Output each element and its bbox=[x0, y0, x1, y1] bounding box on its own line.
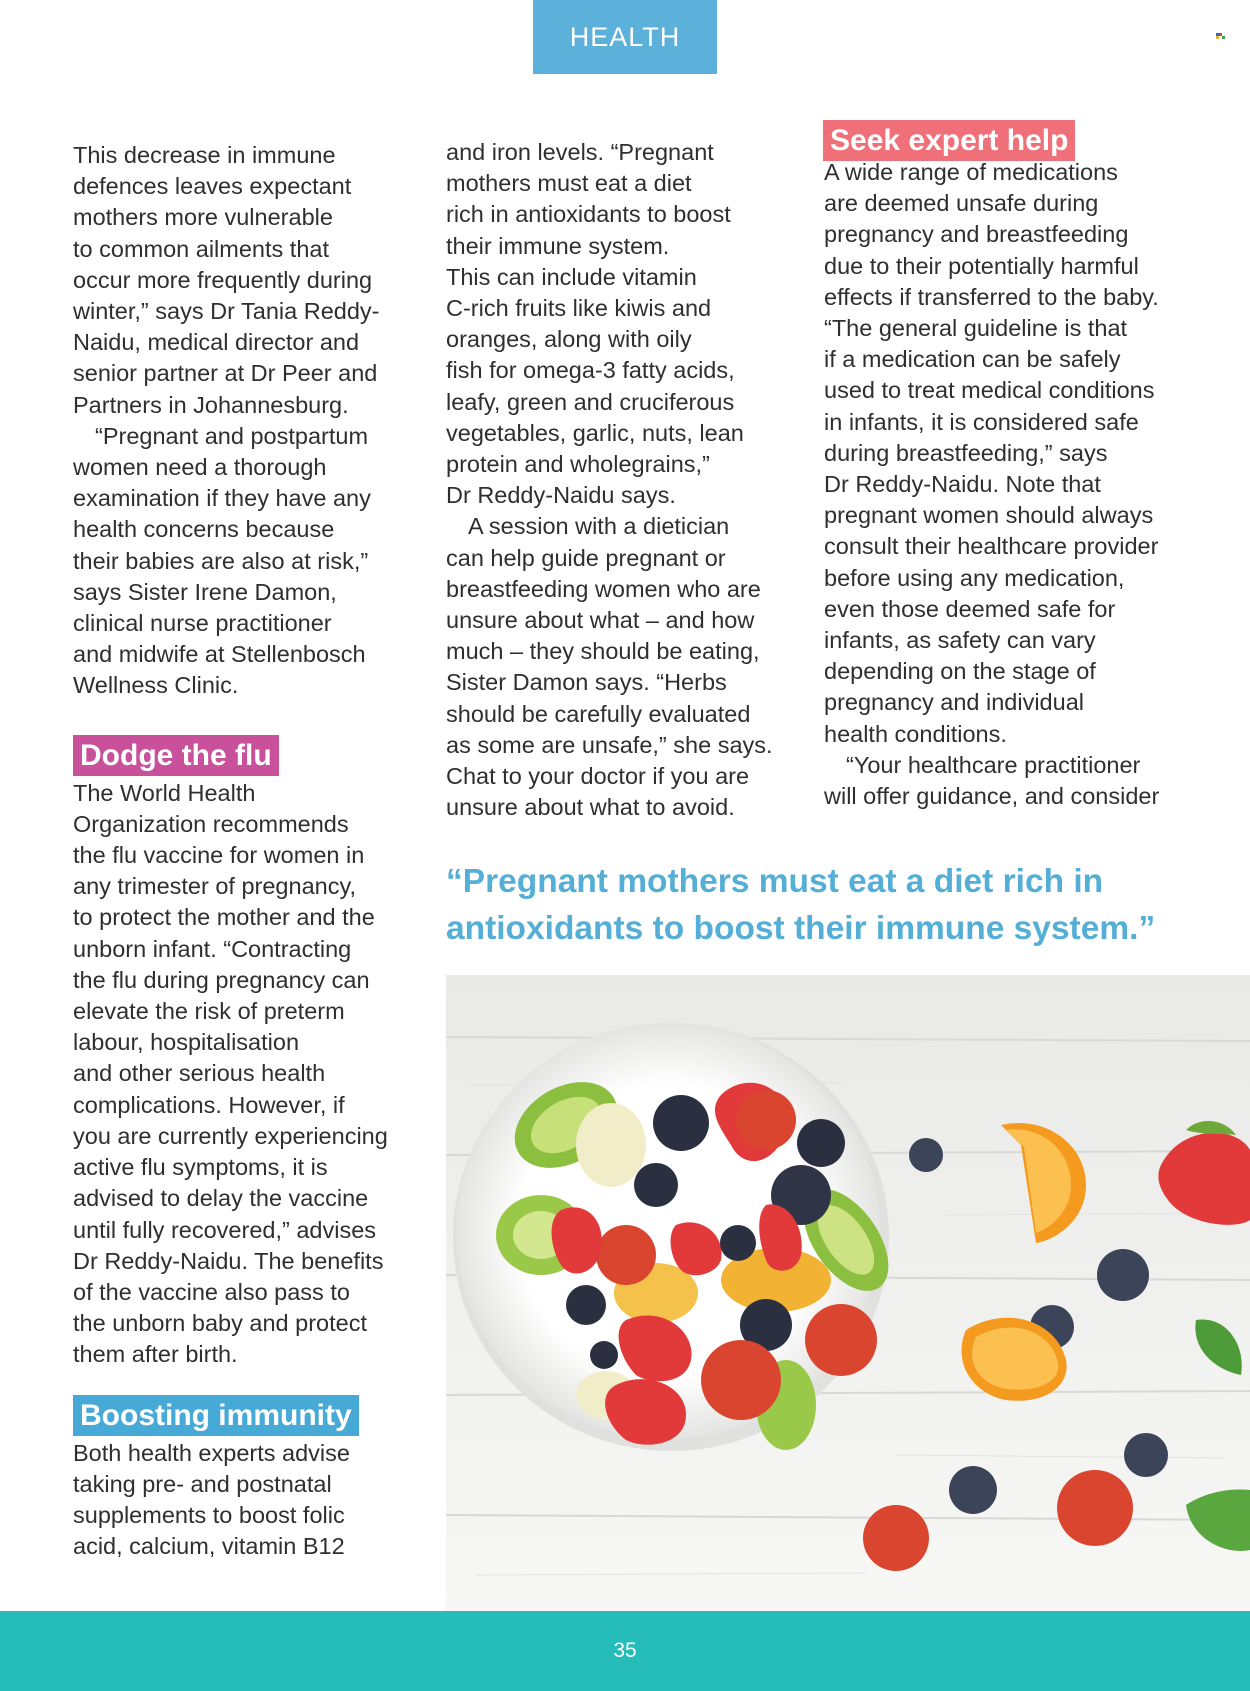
text-line: much – they should be eating, bbox=[446, 638, 760, 665]
text-line: Sister Damon says. “Herbs bbox=[446, 669, 727, 696]
text-line: breastfeeding women who are bbox=[446, 575, 761, 602]
text-line: and iron levels. “Pregnant bbox=[446, 139, 714, 165]
text-line: A wide range of medications bbox=[824, 159, 1118, 185]
flu-paragraph bbox=[73, 778, 403, 1371]
text-line: “The general guideline is that bbox=[824, 315, 1128, 342]
column-1 bbox=[73, 140, 403, 1562]
text-line: “Your healthcare practitioner bbox=[846, 751, 1141, 778]
dietician-paragraph bbox=[446, 511, 786, 823]
text-line: until fully recovered,” advises bbox=[73, 1216, 377, 1243]
text-line: the unborn baby and protect bbox=[73, 1310, 367, 1337]
text-line: examination if they have any bbox=[73, 485, 371, 512]
text-line: are deemed unsafe during bbox=[824, 190, 1099, 217]
text-line: effects if transferred to the baby. bbox=[824, 283, 1159, 310]
text-line: labour, hospitalisation bbox=[73, 1029, 300, 1056]
text-line: Partners in Johannesburg. bbox=[73, 391, 349, 418]
text-line: Chat to your doctor if you are bbox=[446, 763, 750, 790]
text-line: complications. However, if bbox=[73, 1091, 345, 1118]
text-line: and midwife at Stellenbosch bbox=[73, 641, 366, 668]
text-line: should be carefully evaluated bbox=[446, 700, 751, 727]
text-line: Dr Reddy-Naidu. The benefits bbox=[73, 1247, 384, 1274]
text-line: pregnancy and individual bbox=[824, 689, 1084, 716]
text-line: mothers more vulnerable bbox=[73, 204, 333, 231]
text-line: the flu during pregnancy can bbox=[73, 966, 370, 993]
text-line: Wellness Clinic. bbox=[73, 672, 239, 699]
section-tab bbox=[533, 0, 717, 74]
text-line: health conditions. bbox=[824, 720, 1007, 747]
text-line: advised to delay the vaccine bbox=[73, 1185, 369, 1212]
text-line: can help guide pregnant or bbox=[446, 544, 726, 571]
page-number: 35 bbox=[613, 1639, 637, 1662]
text-line: as some are unsafe,” she says. bbox=[446, 731, 773, 758]
pull-quote-line: “Pregnant mothers must eat a diet rich in bbox=[446, 863, 1104, 900]
seek-expert-help-heading: Seek expert help bbox=[823, 120, 1075, 161]
bowl-of-fruit-icon bbox=[446, 975, 1250, 1611]
section-tab-label: HEALTH bbox=[569, 21, 681, 52]
column-3 bbox=[824, 120, 1224, 812]
text-line: Dr Reddy-Naidu. Note that bbox=[824, 471, 1101, 498]
text-line: unborn infant. “Contracting bbox=[73, 935, 352, 962]
pull-quote-line: antioxidants to boost their immune system.” bbox=[446, 910, 1156, 947]
text-line: vegetables, garlic, nuts, lean bbox=[446, 419, 744, 446]
text-line: acid, calcium, vitamin B12 bbox=[73, 1533, 345, 1560]
text-line: their immune system. bbox=[446, 232, 670, 259]
text-line: C-rich fruits like kiwis and bbox=[446, 295, 712, 322]
text-line: even those deemed safe for bbox=[824, 595, 1116, 622]
intro-paragraph bbox=[73, 140, 403, 421]
text-line: Dr Reddy-Naidu says. bbox=[446, 482, 676, 509]
text-line: Naidu, medical director and bbox=[73, 329, 360, 356]
practitioner-paragraph bbox=[824, 750, 1224, 812]
text-line: before using any medication, bbox=[824, 564, 1125, 591]
text-line: leafy, green and cruciferous bbox=[446, 388, 735, 415]
corner-mark-icon bbox=[1216, 33, 1225, 40]
text-line: and other serious health bbox=[73, 1060, 326, 1087]
text-line: infants, as safety can vary bbox=[824, 627, 1096, 654]
text-line: pregnancy and breastfeeding bbox=[824, 221, 1129, 248]
text-line: to common ailments that bbox=[73, 235, 329, 262]
text-line: unsure about what – and how bbox=[446, 607, 755, 634]
boosting-immunity-heading: Boosting immunity bbox=[73, 1395, 359, 1436]
text-line: says Sister Irene Damon, bbox=[73, 578, 337, 605]
text-line: any trimester of pregnancy, bbox=[73, 873, 356, 900]
pull-quote bbox=[446, 858, 1206, 952]
diet-paragraph bbox=[446, 137, 786, 511]
medication-paragraph bbox=[824, 157, 1224, 750]
text-line: protein and wholegrains,” bbox=[446, 451, 710, 478]
text-line: supplements to boost folic bbox=[73, 1501, 345, 1528]
text-line: fish for omega-3 fatty acids, bbox=[446, 357, 735, 384]
text-line: active flu symptoms, it is bbox=[73, 1154, 328, 1181]
text-line: Organization recommends bbox=[73, 810, 349, 837]
immunity-paragraph bbox=[73, 1438, 403, 1563]
text-line: will offer guidance, and consider bbox=[824, 783, 1160, 810]
text-line: “Pregnant and postpartum bbox=[95, 422, 369, 449]
text-line: in infants, it is considered safe bbox=[824, 408, 1139, 435]
text-line: consult their healthcare provider bbox=[824, 533, 1159, 560]
text-line: pregnant women should always bbox=[824, 502, 1154, 529]
text-line: taking pre- and postnatal bbox=[73, 1470, 332, 1497]
text-line: women need a thorough bbox=[73, 454, 327, 481]
text-line: Both health experts advise bbox=[73, 1439, 350, 1466]
text-line: winter,” says Dr Tania Reddy- bbox=[73, 298, 380, 325]
text-line: you are currently experiencing bbox=[73, 1122, 388, 1149]
text-line: if a medication can be safely bbox=[824, 346, 1121, 373]
text-line: clinical nurse practitioner bbox=[73, 610, 332, 637]
text-line: rich in antioxidants to boost bbox=[446, 201, 731, 228]
dodge-the-flu-heading: Dodge the flu bbox=[73, 735, 279, 776]
column-2 bbox=[446, 137, 786, 823]
text-line: senior partner at Dr Peer and bbox=[73, 360, 378, 387]
text-line: This can include vitamin bbox=[446, 263, 697, 290]
text-line: used to treat medical conditions bbox=[824, 377, 1155, 404]
text-line: of the vaccine also pass to bbox=[73, 1278, 350, 1305]
text-line: defences leaves expectant bbox=[73, 173, 352, 200]
text-line: due to their potentially harmful bbox=[824, 252, 1139, 279]
text-line: occur more frequently during bbox=[73, 266, 373, 293]
damon-paragraph bbox=[73, 421, 403, 702]
text-line: them after birth. bbox=[73, 1341, 238, 1368]
text-line: mothers must eat a diet bbox=[446, 170, 692, 197]
text-line: A session with a dietician bbox=[468, 513, 730, 540]
text-line: unsure about what to avoid. bbox=[446, 794, 735, 821]
text-line: health concerns because bbox=[73, 516, 335, 543]
text-line: the flu vaccine for women in bbox=[73, 842, 365, 869]
text-line: elevate the risk of preterm bbox=[73, 998, 345, 1025]
text-line: The World Health bbox=[73, 779, 256, 806]
text-line: This decrease in immune bbox=[73, 142, 336, 168]
text-line: their babies are also at risk,” bbox=[73, 547, 369, 574]
text-line: to protect the mother and the bbox=[73, 904, 375, 931]
footer-bar bbox=[0, 1611, 1250, 1691]
text-line: oranges, along with oily bbox=[446, 326, 692, 353]
text-line: during breastfeeding,” says bbox=[824, 439, 1108, 466]
fruit-bowl-photo bbox=[446, 975, 1250, 1611]
text-line: depending on the stage of bbox=[824, 658, 1096, 685]
